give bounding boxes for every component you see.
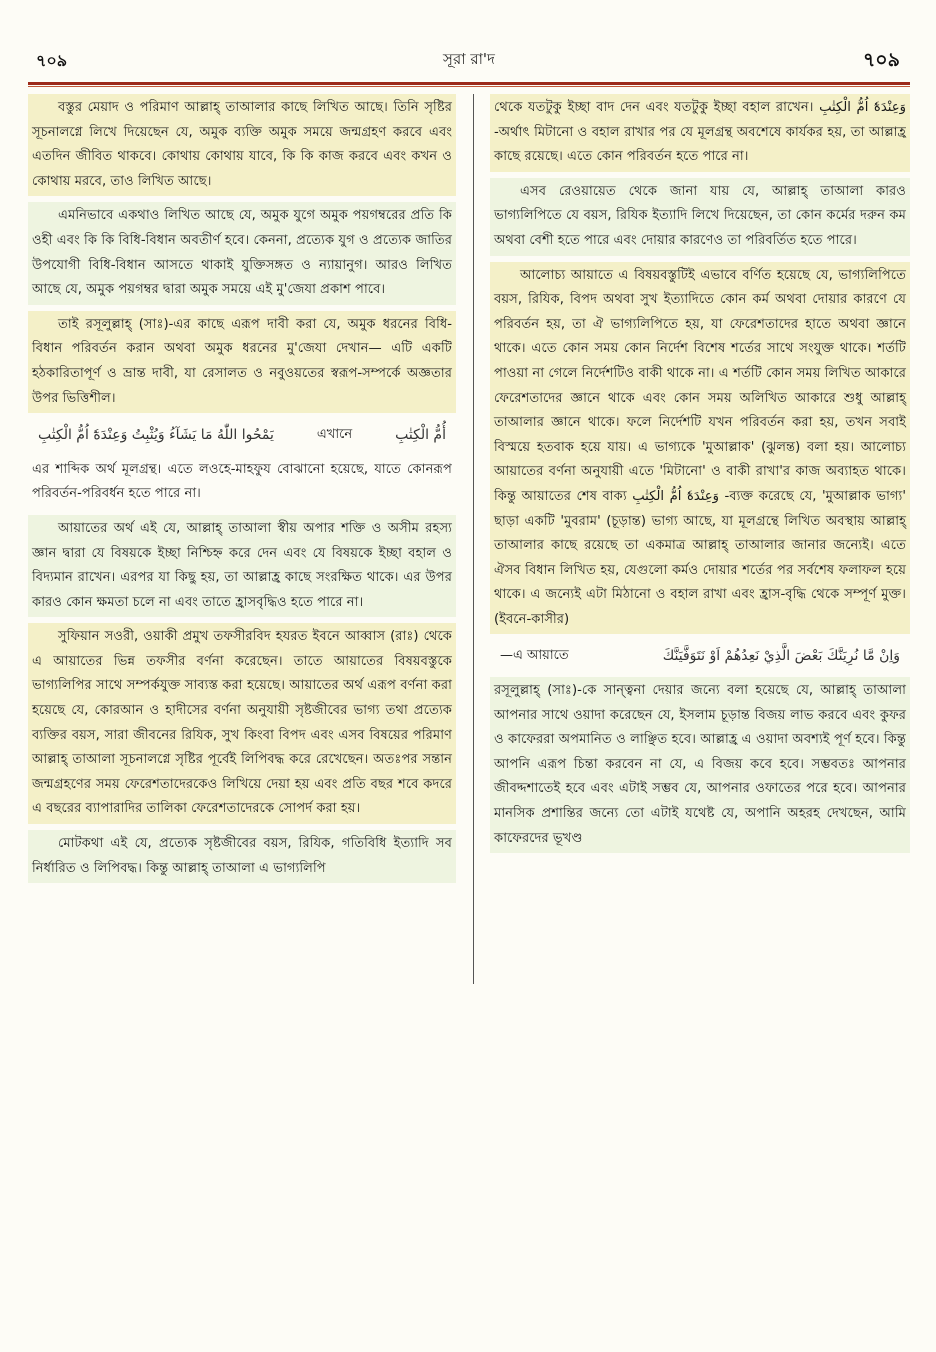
arabic-term: أُمُّ الْكِتٰبِ <box>395 427 446 444</box>
left-paragraph-6: সুফিয়ান সওরী, ওয়াকী প্রমুখ তফসীরবিদ হযরত ইবনে আব্বাস (রাঃ) থেকে এ আয়াতের ভিন্ন তফসীর বর্ণনা করেছেন। তাতে আয়াতের বিষয়বস্তুকে ভাগ্যলিপির সাথে সম্পর্কযুক্ত সাব্যস্ত করা হয়েছে। আয়াতের অর্থ এরূপ বর্ণনা করা হয়েছে যে, কোরআন ও হাদীসের বর্ণনা অনুযায়ী সৃষ্টজীবের ভাগ্য তথা প্রত্যেক ব্যক্তির বয়স, সারা জীবনের রিযিক, সুখ কিংবা বিপদ এবং এসব বিষয়ের পরিমাণ আল্লাহ্ তাআলা সূচনালগ্নে সৃষ্টির পূর্বেই লিপিবদ্ধ করে রেখেছেন। অতঃপর সন্তান জন্মগ্রহণের সময় ফেরেশতাদেরকেও লিখিয়ে দেয়া হয় এবং প্রতি বছর শবে কদরে এ বছরের ব্যাপারাদির তালিকা ফেরেশতাদেরকে সোপর্দ করা হয়। <box>28 623 456 824</box>
arabic-verse-line-right <box>490 640 910 673</box>
verse-connector: এখানে <box>316 427 353 443</box>
surah-title: সূরা রা'দ <box>443 50 495 68</box>
right-paragraph-2: এসব রেওয়ায়েত থেকে জানা যায় যে, আল্লাহ্ তাআলা কারও ভাগ্যলিপিতে যে বয়স, রিযিক ইত্যাদি লিখে দিয়েছেন, তা কোন কর্মের দরুন কম অথবা বেশী হতে পারে এবং দোয়ার কারণেও তা পরিবর্তিত হতে পারে। <box>490 178 910 256</box>
left-paragraph-4: এর শাব্দিক অর্থ মূলগ্রন্থ। এতে লওহে-মাহফুয বোঝানো হয়েছে, যাতে কোনরূপ পরিবর্তন-পরিবর্ধন হতে পারে না। <box>32 461 452 502</box>
header-rule <box>28 82 910 85</box>
left-paragraph-2: এমনিভাবে একথাও লিখিত আছে যে, অমুক যুগে অমুক পয়গম্বরের প্রতি কি ওহী এবং কি কি বিধি-বিধান অবতীর্ণ হবে। কেননা, প্রত্যেক যুগ ও প্রত্যেক জাতির উপযোগী বিধি-বিধান আসতে থাকাই যুক্তিসঙ্গত ও ন্যায়ানুগ। আরও লিখিত আছে যে, অমুক পয়গম্বর দ্বারা অমুক সময়ে এই মু'জেযা প্রকাশ পাবে। <box>28 202 456 304</box>
left-paragraph-3: তাই রসূলুল্লাহ্ (সাঃ)-এর কাছে এরূপ দাবী করা যে, অমুক ধরনের বিধি-বিধান পরিবর্তন করান অথবা অমুক ধরনের মু'জেযা দেখান— এটি একটি হঠকারিতাপূর্ণ ও ভ্রান্ত দাবী, যা রেসালত ও নবুওয়তের স্বরূপ-সম্পর্কে অজ্ঞতার উপর ভিত্তিশীল। <box>28 311 456 413</box>
arabic-verse: يَمْحُوا اللّٰهُ مَا يَشَآءُ وَيُثْبِتُ وَعِنْدَهٗٓ اُمُّ الْكِتٰبِ <box>38 427 274 444</box>
header-rule-thin <box>28 86 910 87</box>
left-paragraph-5: আয়াতের অর্থ এই যে, আল্লাহ্ তাআলা স্বীয় অপার শক্তি ও অসীম রহস্য জ্ঞান দ্বারা যে বিষয়কে ইচ্ছা নিশ্চিহ্ন করে দেন এবং যে বিষয়কে ইচ্ছা বহাল ও বিদ্যমান রাখেন। এরপর যা কিছু হয়, তা আল্লাহ্র কাছে সংরক্ষিত থাকে। এর উপর কারও কোন ক্ষমতা চলে না এবং তাতে হ্রাসবৃদ্ধিও হতে পারে না। <box>28 515 456 617</box>
right-paragraph-3: আলোচ্য আয়াতে এ বিষয়বস্তুটিই এভাবে বর্ণিত হয়েছে যে, ভাগ্যলিপিতে বয়স, রিযিক, বিপদ অথবা সুখ ইত্যাদিতে কোন কর্ম অথবা দোয়ার কারণে যে পরিবর্তন হয়, তা ঐ ভাগ্যলিপিতে হয়, যা ফেরেশতাদের হাতে অথবা জ্ঞানে থাকে। এতে কোন সময় কোন নির্দেশ বিশেষ শর্তের সাথে সংযুক্ত থাকে। শর্তটি পাওয়া না গেলে নির্দেশটিও বাকী থাকে না। এ শর্তটি কোন সময় লিখিত আকারে ফেরেশতাদের জ্ঞানে থাকে এবং কোন সময় অলিখিত আকারে শুধু আল্লাহ্ তাআলার জ্ঞানে থাকে। ফলে নির্দেশটি যখন পরিবর্তন করা হয়, তখন সবাই বিস্ময়ে হতবাক হয়ে যায়। এ ভাগ্যকে 'মুআল্লাক' (ঝুলন্ত) বলা হয়। আলোচ্য আয়াতের বর্ণনা অনুযায়ী এতে 'মিটানো' ও বাকী রাখা'র কাজ অব্যাহত থাকে। কিন্তু আয়াতের শেষ বাক্য وَعِنْدَهٗٓ اُمُّ الْكِتٰبِ -ব্যক্ত করেছে যে, 'মুআল্লাক ভাগ্য' ছাড়া একটি 'মুবরাম' (চূড়ান্ত) ভাগ্য আছে, যা মূলগ্রন্থে লিখিত অবস্থায় আল্লাহ্ তাআলার কাছে রয়েছে তা একমাত্র আল্লাহ্ তাআলার জানার জন্যেই। এতে ঐসব বিধান লিখিত হয়, যেগুলো কর্মও দোয়ার শর্তের পর সর্বশেষ ফলাফল হয়ে থাকে। এ জন্যেই এটা মিঠানো ও বহাল রাখা এবং হ্রাস-বৃদ্ধি থেকে সম্পূর্ণ মুক্ত। (ইবনে-কাসীর) <box>490 262 910 635</box>
book-page <box>28 40 910 990</box>
page-number-left: ৭০৯ <box>36 51 68 70</box>
left-paragraph-1: বস্তুর মেয়াদ ও পরিমাণ আল্লাহ্ তাআলার কাছে লিখিত আছে। তিনি সৃষ্টির সূচনালগ্নে লিখে দিয়েছেন যে, অমুক ব্যক্তি অমুক সময়ে জন্মগ্রহণ করবে এবং এতদিন জীবিত থাকবে। কোথায় কোথায় যাবে, কি কি কাজ করবে এবং কখন ও কোথায় মরবে, তাও লিখিত আছে। <box>28 94 456 196</box>
arabic-verse-line <box>28 419 456 452</box>
page-header <box>28 40 910 76</box>
right-column <box>490 94 910 984</box>
right-paragraph-1: থেকে যতটুকু ইচ্ছা বাদ দেন এবং যতটুকু ইচ্ছা বহাল রাখেন। وَعِنْدَهٗٓ اُمُّ الْكِتٰبِ -অর্থাৎ মিটানো ও বহাল রাখার পর যে মূলগ্রন্থ অবশেষে কার্যকর হয়, তা আল্লাহ্র কাছে রয়েছে। এতে কোন পরিবর্তন হতে পারে না। <box>490 94 910 172</box>
verse-suffix: —এ আয়াতে <box>500 648 569 664</box>
arabic-verse-right: وَاِنْ مَّا نُرِيَنَّكَ بَعْضَ الَّذِيْ نَعِدُهُمْ اَوْ نَتَوَفَّيَنَّكَ <box>662 648 900 665</box>
column-divider <box>473 94 474 984</box>
left-column <box>28 94 456 984</box>
page-number-right: ৭০৯ <box>862 49 900 71</box>
right-paragraph-4: রসূলুল্লাহ্ (সাঃ)-কে সান্ত্বনা দেয়ার জন্যে বলা হয়েছে যে, আল্লাহ্ তাআলা আপনার সাথে ওয়াদা করেছেন যে, ইসলাম চূড়ান্ত বিজয় লাভ করবে এবং কুফর ও কাফেররা অপমানিত ও লাঞ্ছিত হবে। আল্লাহ্র এ ওয়াদা অবশ্যই পূর্ণ হবে। কিন্তু আপনি এরূপ চিন্তা করবেন না যে, এ বিজয় কবে হবে। সম্ভবতঃ আপনার জীবদ্দশাতেই হবে এবং এটাই সম্ভব যে, আপনার ওফাতের পরে হবে। আপনার মানসিক প্রশান্তির জন্যে তো এটাই যথেষ্ট যে, অপানি অহরহ দেখছেন, আমি কাফেরদের ভূখণ্ড <box>490 677 910 853</box>
left-paragraph-7: মোটকথা এই যে, প্রত্যেক সৃষ্টজীবের বয়স, রিযিক, গতিবিধি ইত্যাদি সব নির্ধারিত ও লিপিবদ্ধ। কিন্তু আল্লাহ্ তাআলা এ ভাগ্যলিপি <box>28 830 456 883</box>
